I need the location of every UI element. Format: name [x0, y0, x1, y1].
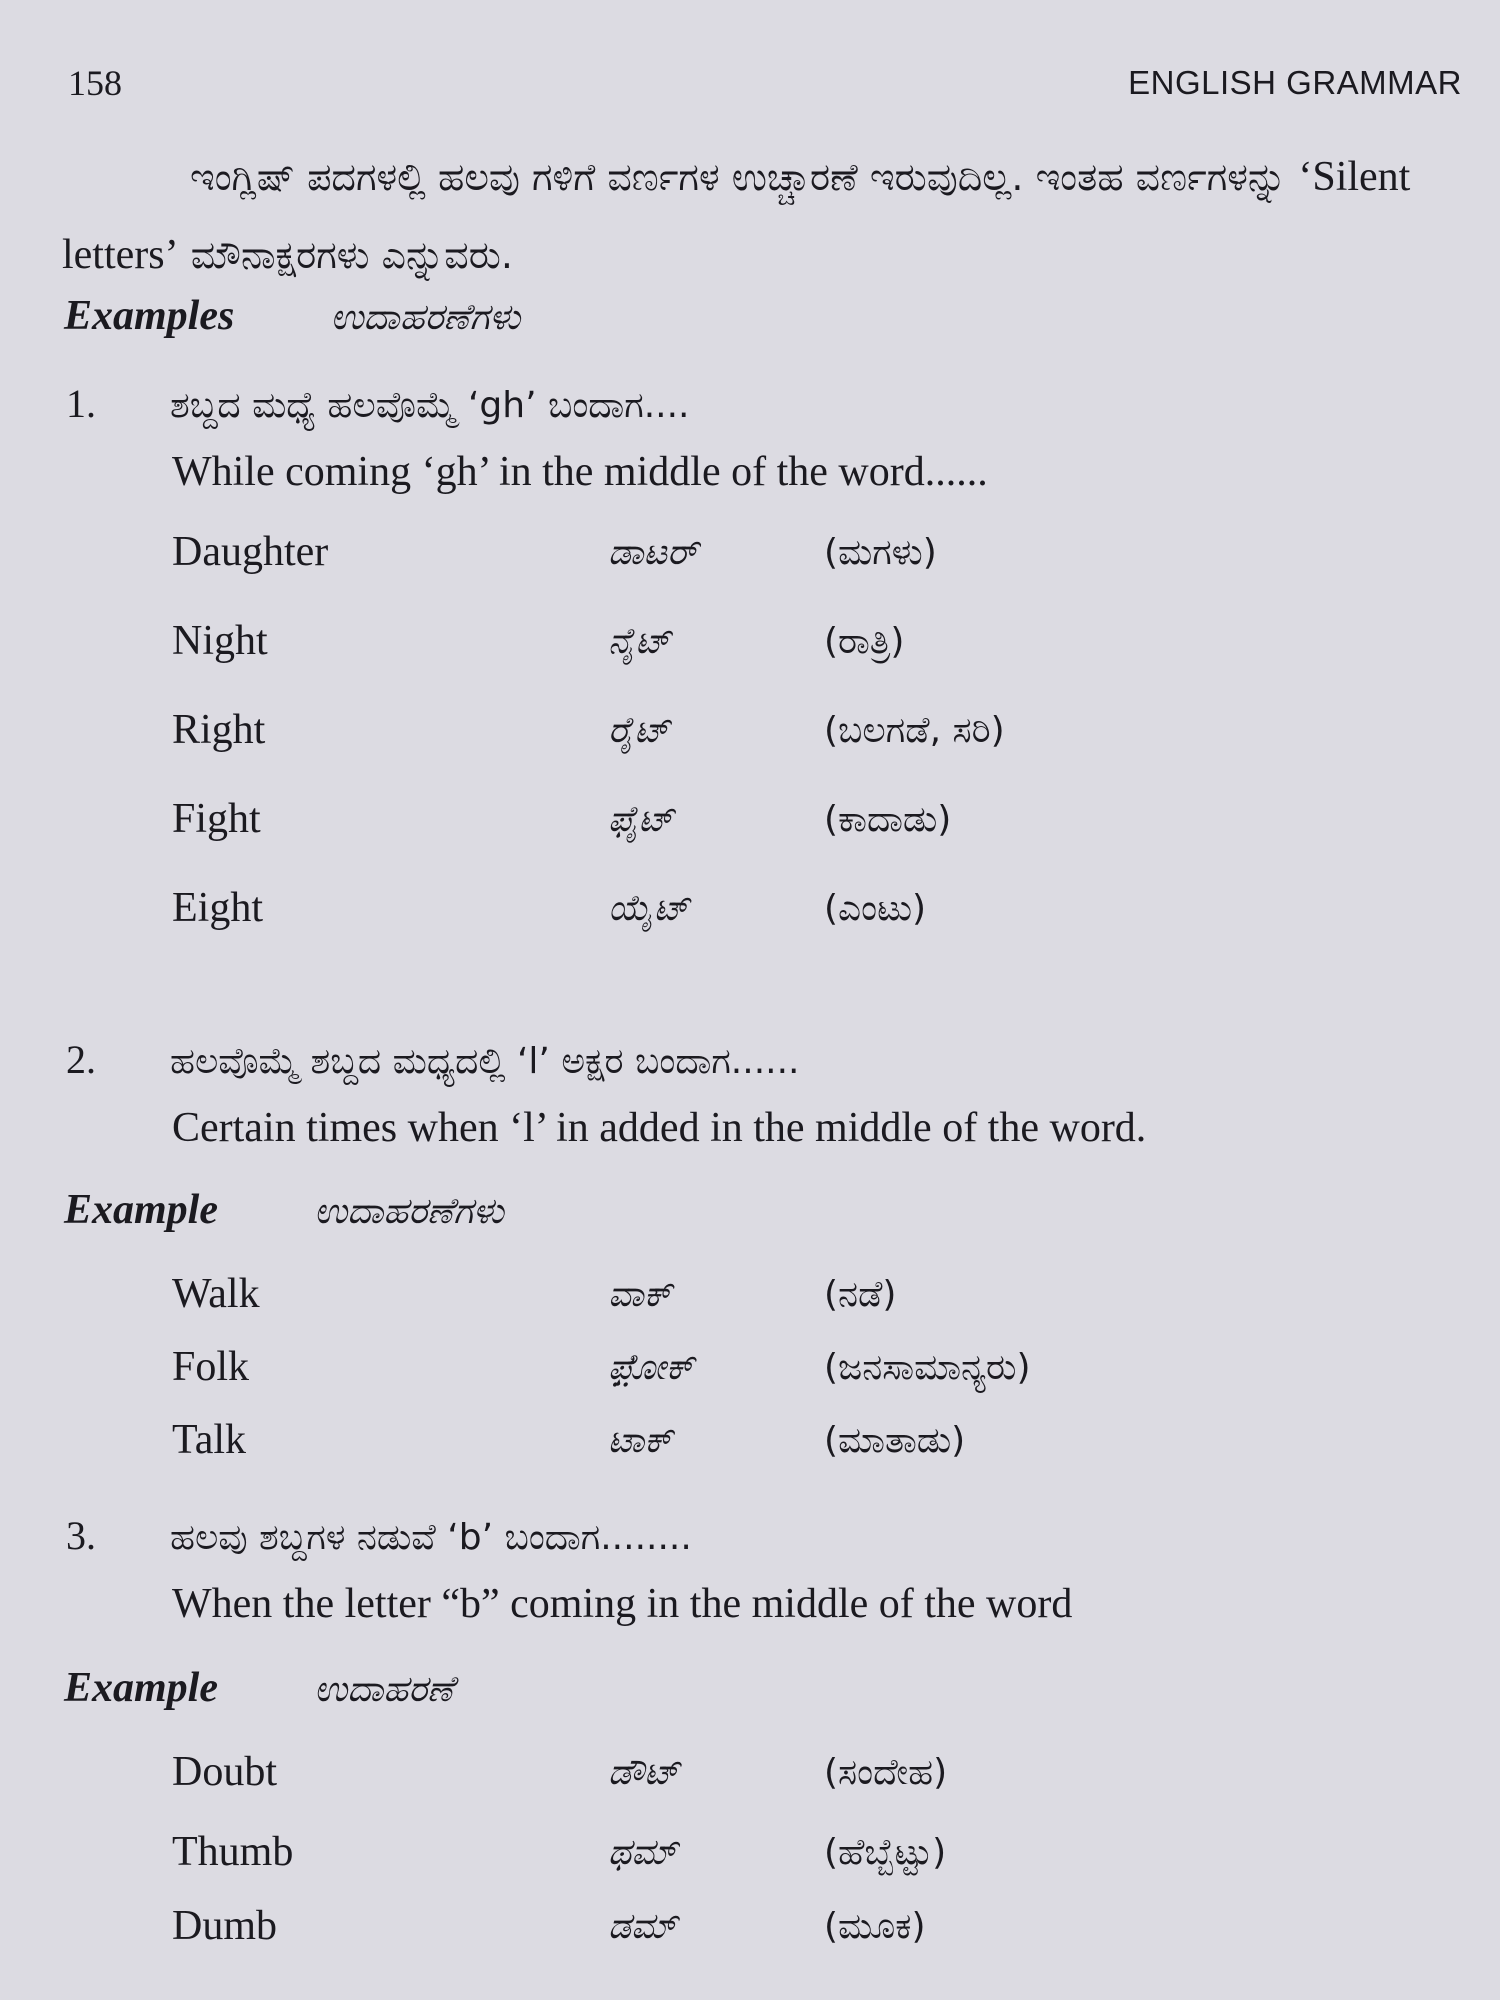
meaning: (ಎಂಟು): [824, 888, 927, 929]
intro-line-1: ಇಂಗ್ಲಿಷ್ ಪದಗಳಲ್ಲಿ ಹಲವು ಗಳಿಗೆ ವರ್ಣಗಳ ಉಚ್ಚಾರಣೆ ಇರುವುದಿಲ್ಲ.: [190, 155, 1024, 199]
english-word: Night: [172, 618, 268, 664]
page-number: 158: [68, 63, 122, 103]
section-3-heading: [64, 1664, 454, 1712]
meaning: (ಕಾದಾಡು): [824, 799, 952, 840]
example-row: [172, 617, 1372, 673]
section-1-title: [66, 380, 690, 427]
section-heading-kn: ಉದಾಹರಣೆ: [314, 1669, 454, 1710]
meaning: (ಬಲಗಡೆ, ಸರಿ): [824, 710, 1005, 751]
section-heading-en: Examples: [64, 293, 235, 339]
english-word: Talk: [172, 1417, 247, 1463]
english-word: Walk: [172, 1271, 260, 1317]
section-1-heading: [64, 292, 520, 340]
meaning: (ರಾತ್ರಿ): [824, 621, 905, 662]
section-1-title-en: While coming ‘gh’ in the middle of the word......: [172, 449, 988, 495]
example-row: [172, 884, 1372, 940]
english-word: Fight: [172, 796, 261, 842]
pronunciation: ಫ಼ೋಕ್: [608, 1347, 694, 1388]
example-row: [172, 1902, 1372, 1958]
pronunciation: ವಾಕ್: [608, 1274, 672, 1315]
item-number: 2.: [66, 1037, 96, 1082]
intro-line-2-kn-a: ಇಂತಹ ವರ್ಣಗಳನ್ನು: [1035, 155, 1287, 199]
example-row: [172, 1416, 1372, 1472]
example-row: [172, 1748, 1372, 1804]
english-word: Eight: [172, 885, 263, 931]
english-word: Dumb: [172, 1903, 277, 1949]
example-row: [172, 706, 1372, 762]
pronunciation: ಡೌಟ್: [608, 1752, 680, 1793]
intro-paragraph: [62, 138, 1482, 294]
item-title-kn: ಹಲವು ಶಬ್ದಗಳ ನಡುವೆ ‘b’ ಬಂದಾಗ........: [170, 1517, 692, 1558]
meaning: (ಹೆಬ್ಬೆಟ್ಟು): [824, 1832, 947, 1873]
meaning: (ಮಗಳು): [824, 532, 937, 573]
meaning: (ಮೂಕ): [824, 1906, 926, 1947]
meaning: (ಮಾತಾಡು): [824, 1420, 966, 1461]
section-3-title: [66, 1512, 692, 1559]
pronunciation: ಡಮ್: [608, 1906, 677, 1947]
example-row: [172, 1270, 1372, 1326]
section-3-title-en: When the letter “b” coming in the middle of the word: [172, 1581, 1073, 1627]
pronunciation: ಫೈಟ್: [608, 799, 674, 840]
english-word: Doubt: [172, 1749, 277, 1795]
meaning: (ಸಂದೇಹ): [824, 1752, 948, 1793]
meaning: (ಜನಸಾಮಾನ್ಯರು): [824, 1347, 1031, 1388]
section-2-heading: [64, 1186, 504, 1234]
item-number: 1.: [66, 381, 96, 426]
section-heading-en: Example: [64, 1187, 218, 1233]
running-head: ENGLISH GRAMMAR: [1128, 64, 1462, 101]
section-2-title: [66, 1036, 799, 1083]
intro-line-2-en: ‘Silent letters’: [62, 154, 1411, 278]
pronunciation: ನೈಟ್: [608, 621, 671, 662]
pronunciation: ಥಮ್: [608, 1832, 678, 1873]
section-heading-kn: ಉದಾಹರಣೆಗಳು: [314, 1191, 504, 1232]
example-row: [172, 1343, 1372, 1399]
example-row: [172, 528, 1372, 584]
section-heading-en: Example: [64, 1665, 218, 1711]
item-title-kn: ಶಬ್ದದ ಮಧ್ಯೆ ಹಲವೊಮ್ಮೆ ‘gh’ ಬಂದಾಗ....: [170, 385, 690, 426]
english-word: Right: [172, 707, 266, 753]
english-word: Thumb: [172, 1829, 294, 1875]
english-word: Daughter: [172, 529, 329, 575]
example-row: [172, 1828, 1372, 1884]
pronunciation: ಟಾಕ್: [608, 1420, 673, 1461]
intro-line-2-kn-b: ಮೌನಾಕ್ಷರಗಳು ಎನ್ನುವರು.: [190, 233, 513, 277]
pronunciation: ಯೈಟ್: [608, 888, 690, 929]
meaning: (ನಡೆ): [824, 1274, 897, 1315]
item-title-kn: ಹಲವೊಮ್ಮೆ ಶಬ್ದದ ಮಧ್ಯದಲ್ಲಿ ‘l’ ಅಕ್ಷರ ಬಂದಾಗ......: [170, 1041, 800, 1082]
english-word: Folk: [172, 1344, 250, 1390]
section-heading-kn: ಉದಾಹರಣೆಗಳು: [330, 297, 521, 338]
pronunciation: ರೈಟ್: [608, 710, 670, 751]
example-row: [172, 795, 1372, 851]
section-2-title-en: Certain times when ‘l’ in added in the middle of the word.: [172, 1105, 1147, 1151]
item-number: 3.: [66, 1513, 96, 1558]
pronunciation: ಡಾಟರ್: [608, 532, 698, 573]
